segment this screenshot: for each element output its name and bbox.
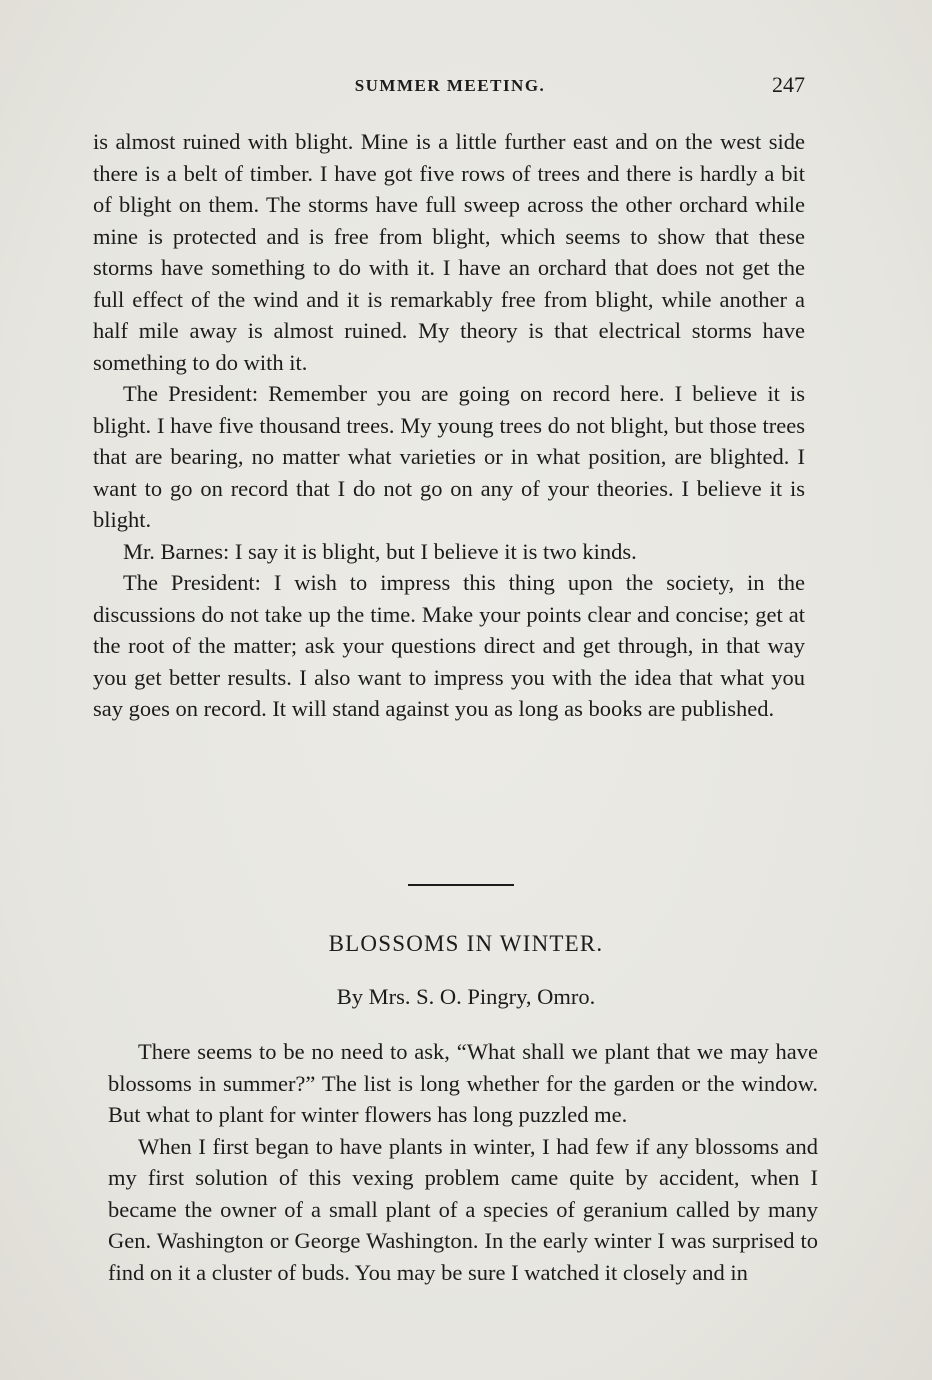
discussion-paragraph: The President: I wish to impress this thing upon the society, in the discussions do not take up the time. Make your points clear and concise; get at the root of the matter; ask your questions direct and get through, in that way you get better results. I also want to impress you with the idea that what you say goes on record. It will stand against you as long as books are published.	[93, 570, 805, 721]
article-paragraph: There seems to be no need to ask, “What shall we plant that we may have blossoms in summer?” The list is long whether for the garden or the window. But what to plant for winter flowers has long puzzled me.	[108, 1039, 818, 1127]
article-paragraph: When I first began to have plants in winter, I had few if any blossoms and my first solution of this vexing problem came quite by accident, when I became the owner of a small plant of a species of geranium called by many Gen. Washington or George Washington. In the early winter I was surprised to find on it a cluster of buds. You may be sure I watched it closely and in	[108, 1133, 818, 1285]
discussion-paragraph: is almost ruined with blight. Mine is a little further east and on the west side there is a belt of timber. I have got five rows of trees and there is hardly a bit of blight on them. The storms have full sweep across the other orchard while mine is protected and is free from blight, which seems to show that these storms have something to do with it. I have an orchard that does not get the full effect of the wind and it is remarkably free from blight, while another a half mile away is almost ruined. My theory is that electrical storms have something to do with it.	[93, 129, 805, 375]
page-number: 247	[772, 72, 805, 97]
article-byline: By Mrs. S. O. Pingry, Omro.	[336, 984, 596, 1009]
discussion-paragraph: The President: Remember you are going on record here. I believe it is blight. I have five thousand trees. My young trees do not blight, but those trees that are bearing, no matter what varieties or in what position, are blighted. I want to go on record that I do not go on any of your theories. I believe it is blight.	[93, 381, 805, 532]
section-divider	[408, 884, 514, 886]
discussion-paragraph: Mr. Barnes: I say it is blight, but I believe it is two kinds.	[123, 538, 637, 564]
running-title: SUMMER MEETING.	[354, 76, 546, 95]
article-text	[108, 1036, 818, 1288]
article-title: BLOSSOMS IN WINTER.	[328, 931, 604, 956]
discussion-text	[93, 126, 805, 725]
running-head	[95, 72, 805, 100]
